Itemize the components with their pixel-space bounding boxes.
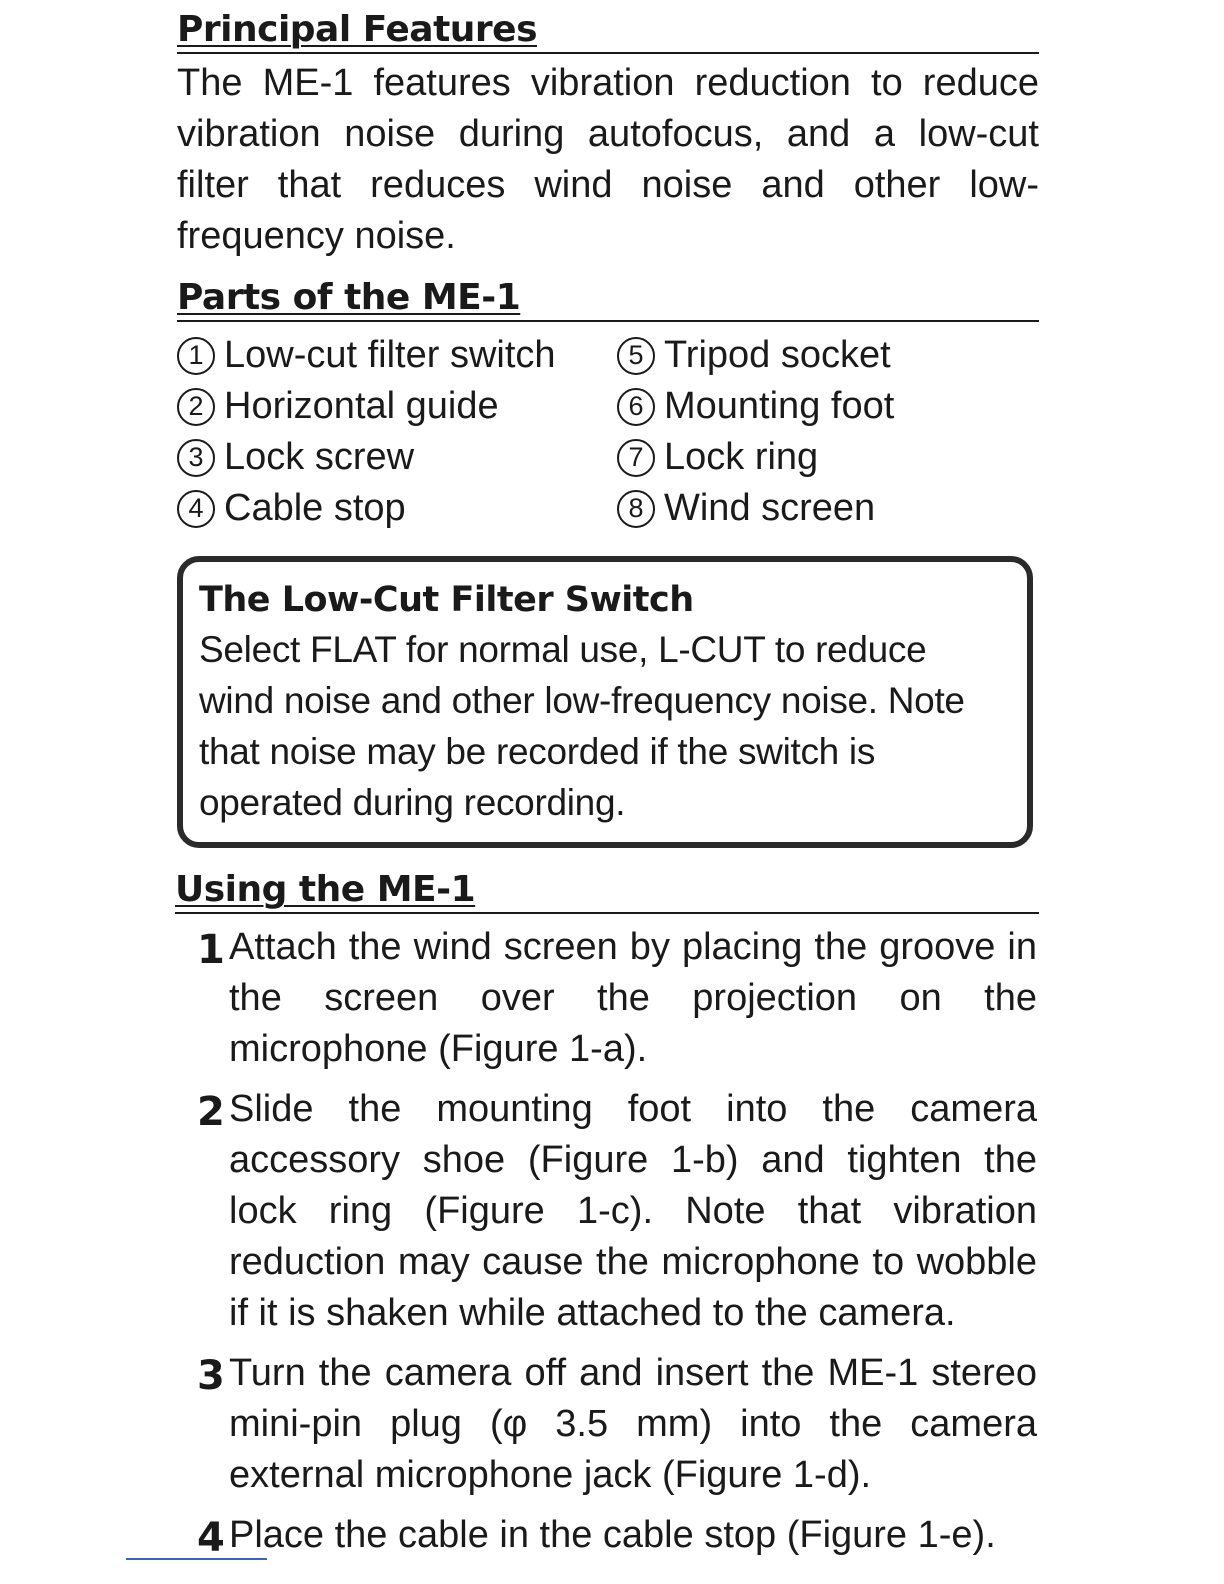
note-text: Select FLAT for normal use, L-CUT to reduce wind noise and other low-frequency noise. Note that noise may be recorded if the switch is operated during recording. xyxy=(199,629,965,823)
step-item xyxy=(197,1510,1037,1564)
step-text: Attach the wind screen by placing the groove in the screen over the projection on the microphone (Figure 1-a). xyxy=(229,926,1037,1070)
step-item xyxy=(197,922,1037,1075)
principal-features-heading xyxy=(177,8,1039,54)
step-number: 3 xyxy=(197,1353,225,1399)
step-number: 4 xyxy=(197,1515,225,1561)
step-item xyxy=(197,1348,1037,1501)
parts-list xyxy=(177,330,1039,534)
page-edge-mark xyxy=(126,1558,267,1560)
steps-list xyxy=(197,922,1037,1573)
step-number: 2 xyxy=(197,1089,225,1135)
part-label: Horizontal guide xyxy=(224,385,499,427)
using-heading xyxy=(175,868,1039,914)
principal-features-heading-text: Principal Features xyxy=(177,9,537,50)
part-number-badge: 4 xyxy=(177,490,215,528)
note-title: The Low-Cut Filter Switch xyxy=(199,580,694,620)
parts-heading-text: Parts of the ME-1 xyxy=(177,277,521,318)
part-item xyxy=(177,381,617,432)
using-heading-text: Using the ME-1 xyxy=(175,869,476,910)
part-item xyxy=(177,432,617,483)
part-number-badge: 6 xyxy=(617,388,655,426)
step-number: 1 xyxy=(197,927,225,973)
part-item xyxy=(177,330,617,381)
part-label: Cable stop xyxy=(224,487,406,529)
parts-heading xyxy=(177,276,1039,322)
principal-features-text: The ME-1 features vibration reduction to reduce vibration noise during autofocus, and a low-cut filter that reduces wind noise and other low-frequency noise. xyxy=(177,62,1039,257)
step-item xyxy=(197,1084,1037,1339)
part-label: Tripod socket xyxy=(664,334,891,376)
part-number-badge: 3 xyxy=(177,439,215,477)
part-label: Mounting foot xyxy=(664,385,895,427)
part-item xyxy=(177,483,617,534)
part-item xyxy=(617,330,1037,381)
step-text: Turn the camera off and insert the ME-1 stereo mini-pin plug (φ 3.5 mm) into the camera external microphone jack (Figure 1-d). xyxy=(229,1352,1037,1496)
step-text: Slide the mounting foot into the camera accessory shoe (Figure 1-b) and tighten the lock ring (Figure 1-c). Note that vibration reduction may cause the microphone to wobble if it is shaken while attached to the camera. xyxy=(229,1088,1037,1334)
part-label: Lock screw xyxy=(224,436,415,478)
part-label: Lock ring xyxy=(664,436,819,478)
part-item xyxy=(617,432,1037,483)
low-cut-filter-note-box xyxy=(177,556,1033,848)
part-number-badge: 2 xyxy=(177,388,215,426)
part-number-badge: 8 xyxy=(617,490,655,528)
part-item xyxy=(617,483,1037,534)
part-label: Wind screen xyxy=(664,487,876,529)
part-number-badge: 1 xyxy=(177,337,215,375)
part-number-badge: 7 xyxy=(617,439,655,477)
step-text: Place the cable in the cable stop (Figure 1-e). xyxy=(229,1514,996,1556)
part-number-badge: 5 xyxy=(617,337,655,375)
part-label: Low-cut filter switch xyxy=(224,334,556,376)
part-item xyxy=(617,381,1037,432)
